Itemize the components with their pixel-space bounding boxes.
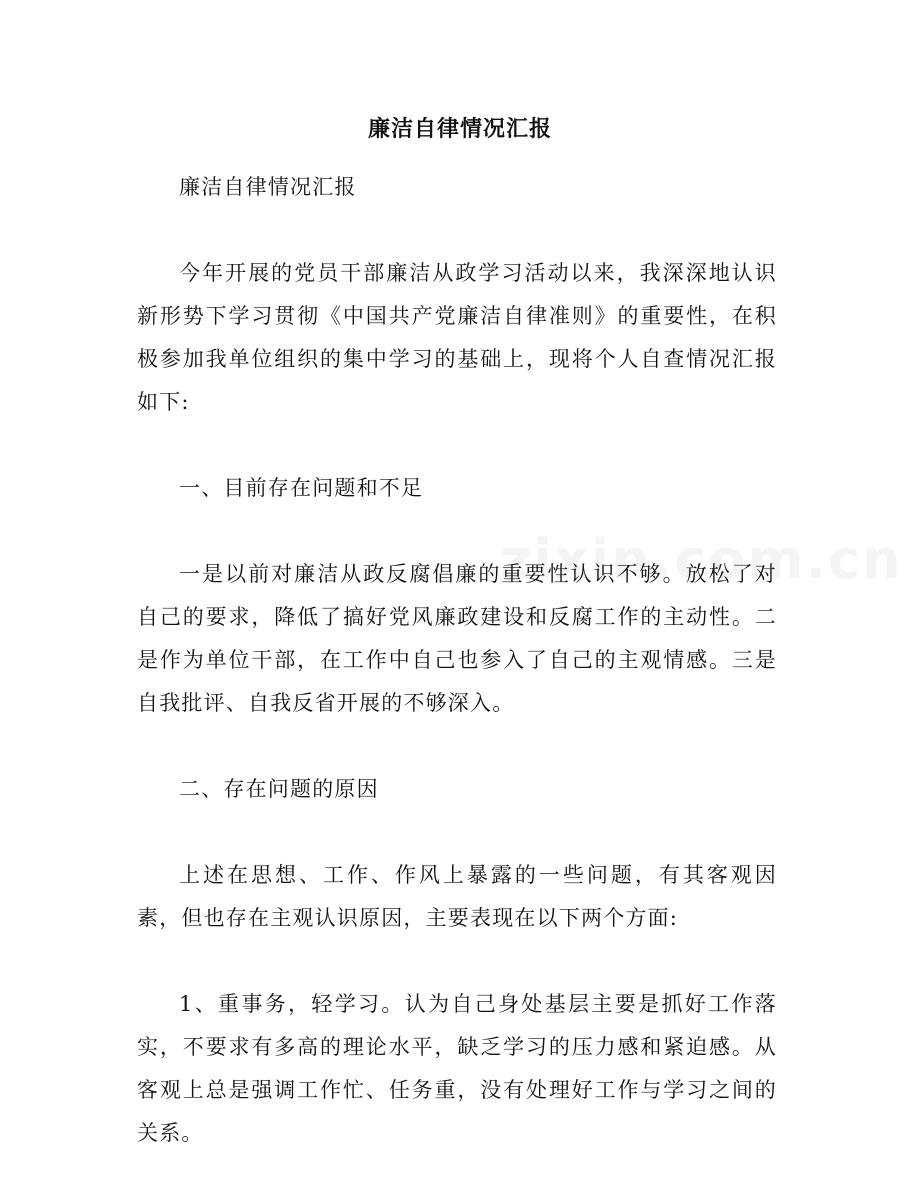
section-heading-problems: 一、目前存在问题和不足 <box>179 476 424 500</box>
document-body <box>137 166 777 1198</box>
paragraph-causes-intro: 上述在思想、工作、作风上暴露的一些问题，有其客观因素，但也存在主观认识原因，主要表现在以下两个方面: <box>137 863 777 930</box>
paragraph-intro: 今年开展的党员干部廉洁从政学习活动以来，我深深地认识新形势下学习贯彻《中国共产党廉洁自律准则》的重要性，在积极参加我单位组织的集中学习的基础上，现将个人自查情况汇报如下: <box>137 261 777 414</box>
paragraph-subtitle: 廉洁自律情况汇报 <box>179 175 357 199</box>
document-title: 廉洁自律情况汇报 <box>367 116 552 142</box>
paragraph-problems: 一是以前对廉洁从政反腐倡廉的重要性认识不够。放松了对自己的要求，降低了搞好党风廉政建设和反腐工作的主动性。二是作为单位干部，在工作中自己也参入了自己的主观情感。三是自我批评、自我反省开展的不够深入。 <box>137 562 777 715</box>
section-heading-causes: 二、存在问题的原因 <box>179 777 379 801</box>
paragraph-cause-1: 1、重事务，轻学习。认为自己身处基层主要是抓好工作落实，不要求有多高的理论水平，缺乏学习的压力感和紧迫感。从客观上总是强调工作忙、任务重，没有处理好工作与学习之间的关系。 <box>137 992 777 1145</box>
